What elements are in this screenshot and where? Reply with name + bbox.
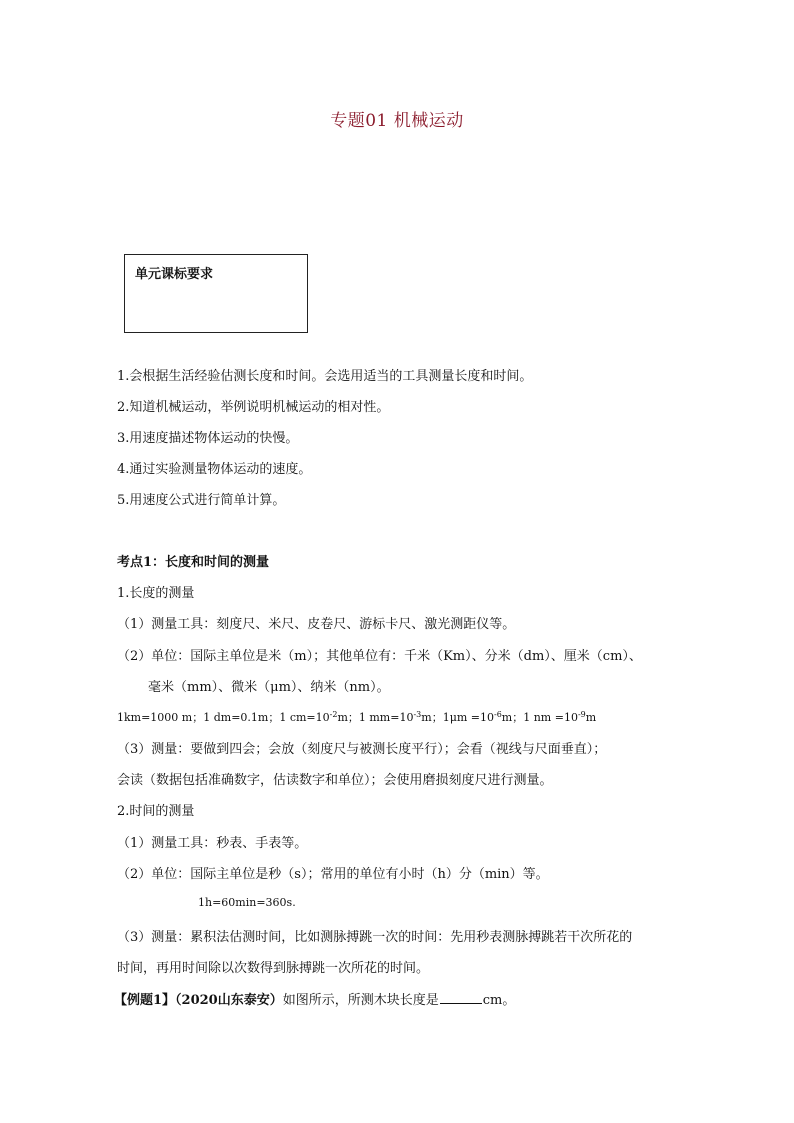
- conv-text: m；1μm =10: [421, 711, 494, 724]
- requirement-item: 1.会根据生活经验估测长度和时间。会选用适当的工具测量长度和时间。: [117, 369, 533, 384]
- length-tools: （1）测量工具：刻度尺、米尺、皮卷尺、游标卡尺、激光测距仪等。: [117, 617, 516, 632]
- conv-exponent: -2: [329, 710, 338, 719]
- time-measure-line2: 时间，再用时间除以次数得到脉搏跳一次所花的时间。: [117, 961, 430, 976]
- example-text: 如图所示，所测木块长度是: [282, 993, 439, 1008]
- time-measure-line1: （3）测量：累积法估测时间，比如测脉搏跳一次的时间：先用秒表测脉搏跳若干次所花的: [117, 930, 633, 945]
- length-measure-line1: （3）测量：要做到四会；会放（刻度尺与被测长度平行）；会看（视线与尺面垂直）；: [117, 742, 607, 757]
- example-question: [114, 989, 515, 1008]
- example-unit: cm。: [482, 993, 516, 1008]
- subsection-title-length: 1.长度的测量: [117, 586, 195, 601]
- conv-text: 1km=1000 m；1 dm=0.1m；1 cm=10: [117, 711, 330, 724]
- time-tools: （1）测量工具：秒表、手表等。: [117, 836, 308, 851]
- conv-text: m；1 mm=10: [337, 711, 414, 724]
- requirements-box: [124, 254, 308, 333]
- conv-exponent: -3: [413, 710, 422, 719]
- conv-exponent: -9: [577, 710, 586, 719]
- section-heading: 考点1：长度和时间的测量: [117, 555, 270, 570]
- example-source: （2020山东泰安）: [175, 993, 283, 1008]
- conv-text: m: [585, 711, 597, 724]
- length-conversion: [117, 709, 596, 725]
- length-units-line2: 毫米（mm）、微米（μm）、纳米（nm）。: [148, 680, 390, 695]
- time-units: （2）单位：国际主单位是秒（s）；常用的单位有小时（h）分（min）等。: [117, 867, 549, 882]
- requirement-item: 3.用速度描述物体运动的快慢。: [117, 431, 299, 446]
- requirement-item: 4.通过实验测量物体运动的速度。: [117, 462, 312, 477]
- answer-blank[interactable]: [440, 991, 482, 1004]
- length-units-line1: （2）单位：国际主单位是米（m）；其他单位有：千米（Km）、分米（dm）、厘米（cm）、: [117, 649, 642, 664]
- page-title: 专题01 机械运动: [330, 111, 464, 131]
- time-conversion: 1h=60min=360s.: [198, 896, 296, 909]
- example-label: 【例题1】: [114, 993, 176, 1008]
- conv-exponent: -6: [494, 710, 502, 719]
- requirement-item: 2.知道机械运动，举例说明机械运动的相对性。: [117, 400, 390, 415]
- conv-text: m；1 nm =10: [501, 711, 578, 724]
- length-measure-line2: 会读（数据包括准确数字，估读数字和单位）；会使用磨损刻度尺进行测量。: [117, 773, 553, 788]
- subsection-title-time: 2.时间的测量: [117, 804, 195, 819]
- requirement-item: 5.用速度公式进行简单计算。: [117, 493, 286, 508]
- requirements-box-label: 单元课标要求: [135, 267, 214, 282]
